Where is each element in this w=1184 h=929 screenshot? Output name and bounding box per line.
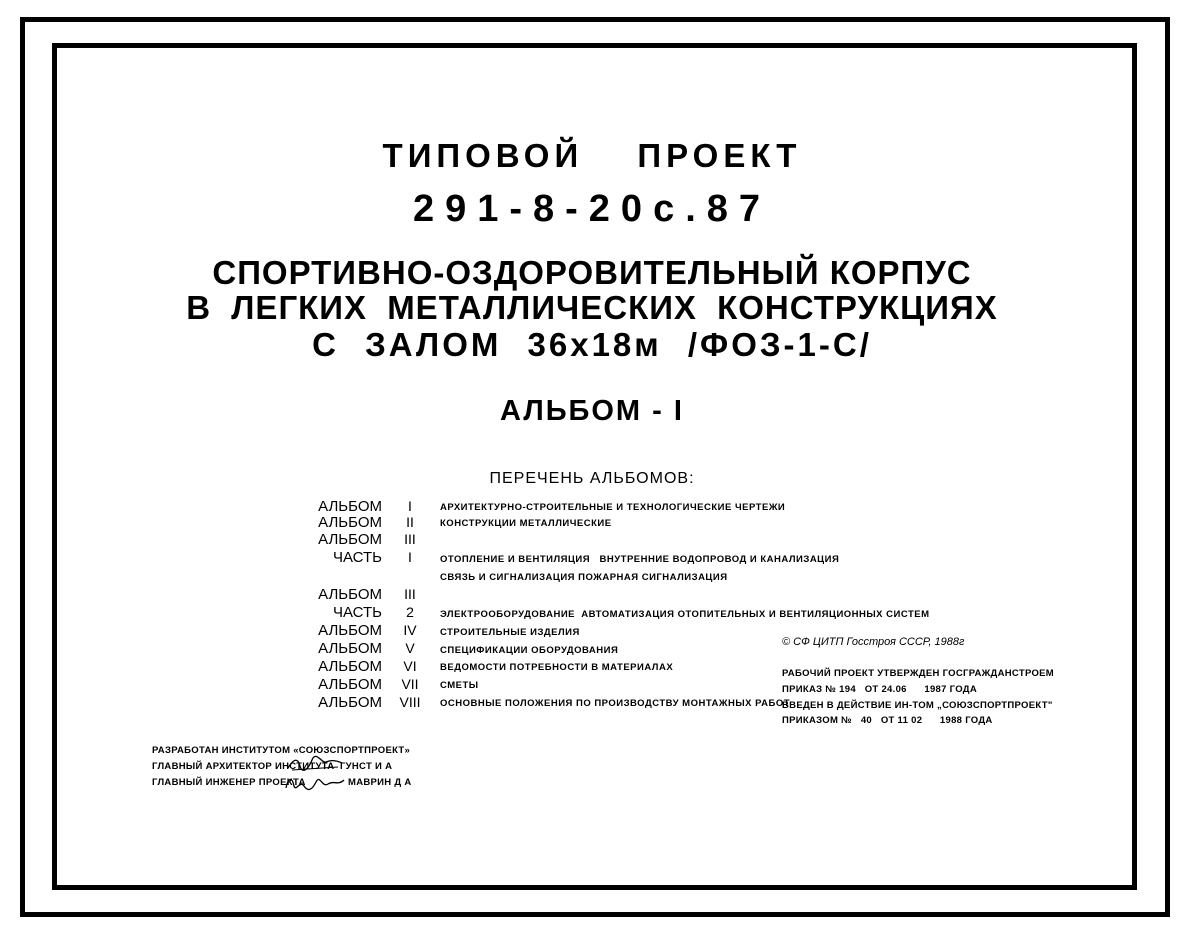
album-row-9-label: АЛЬБОМ xyxy=(318,640,382,657)
album-row-6-num: III xyxy=(404,586,416,602)
album-row-3-num: III xyxy=(404,531,416,547)
chief-engineer-role: ГЛАВНЫЙ ИНЖЕНЕР ПРОЕКТА xyxy=(152,777,306,788)
approval-line-2: ПРИКАЗ № 194 ОТ 24.06 1987 ГОДА xyxy=(782,684,978,695)
album-row-12-num: VIII xyxy=(399,694,421,710)
doc-type-title: ТИПОВОЙ ПРОЕКТ xyxy=(382,137,802,174)
album-row-2-desc: КОНСТРУКЦИИ МЕТАЛЛИЧЕСКИЕ xyxy=(440,518,612,529)
album-row-8-num: IV xyxy=(403,622,417,638)
album-row-9-desc: СПЕЦИФИКАЦИИ ОБОРУДОВАНИЯ xyxy=(440,645,619,656)
album-row-7-num: 2 xyxy=(406,604,414,620)
album-row-2-num: II xyxy=(406,514,414,530)
project-name-line-1: СПОРТИВНО-ОЗДОРОВИТЕЛЬНЫЙ КОРПУС xyxy=(212,254,972,291)
album-row-12-desc: ОСНОВНЫЕ ПОЛОЖЕНИЯ ПО ПРОИЗВОДСТВУ МОНТАЖНЫХ РАБОТ xyxy=(440,698,791,709)
chief-architect-role: ГЛАВНЫЙ АРХИТЕКТОР ИНСТИТУТА xyxy=(152,761,335,772)
album-row-10-label: АЛЬБОМ xyxy=(318,658,382,675)
album-row-7-label: ЧАСТЬ xyxy=(332,604,382,621)
album-row-4-label: ЧАСТЬ xyxy=(332,549,382,566)
album-row-11-label: АЛЬБОМ xyxy=(318,676,382,693)
album-row-8-desc: СТРОИТЕЛЬНЫЕ ИЗДЕЛИЯ xyxy=(440,627,580,638)
album-row-2-label: АЛЬБОМ xyxy=(318,514,382,531)
album-row-8-label: АЛЬБОМ xyxy=(318,622,382,639)
album-row-4-num: I xyxy=(408,549,412,565)
albums-list-title: ПЕРЕЧЕНЬ АЛЬБОМОВ: xyxy=(489,470,695,487)
approval-line-1: РАБОЧИЙ ПРОЕКТ УТВЕРЖДЕН ГОСГРАЖДАНСТРОЕМ xyxy=(782,668,1055,679)
album-row-1-desc: АРХИТЕКТУРНО-СТРОИТЕЛЬНЫЕ И ТЕХНОЛОГИЧЕСКИЕ ЧЕРТЕЖИ xyxy=(440,502,786,513)
album-row-3-label: АЛЬБОМ xyxy=(318,531,382,548)
engineer-signature xyxy=(282,772,348,794)
architect-signature xyxy=(284,754,344,774)
album-row-9-num: V xyxy=(405,640,415,656)
album-row-11-num: VII xyxy=(401,676,419,692)
album-row-10-num: VI xyxy=(403,658,417,674)
album-row-1-num: I xyxy=(408,498,412,514)
album-row-4-desc: ОТОПЛЕНИЕ И ВЕНТИЛЯЦИЯ ВНУТРЕННИЕ ВОДОПРОВОД И КАНАЛИЗАЦИЯ xyxy=(440,554,840,565)
project-name-line-2: В ЛЕГКИХ МЕТАЛЛИЧЕСКИХ КОНСТРУКЦИЯХ xyxy=(186,289,998,326)
album-row-1-label: АЛЬБОМ xyxy=(318,498,382,515)
album-row-12-label: АЛЬБОМ xyxy=(318,694,382,711)
copyright-note: © СФ ЦИТП Госстроя СССР, 1988г xyxy=(782,636,965,648)
album-row-7-desc: ЭЛЕКТРООБОРУДОВАНИЕ АВТОМАТИЗАЦИЯ ОТОПИТЕЛЬНЫХ И ВЕНТИЛЯЦИОННЫХ СИСТЕМ xyxy=(440,609,930,620)
album-row-10-desc: ВЕДОМОСТИ ПОТРЕБНОСТИ В МАТЕРИАЛАХ xyxy=(440,662,674,673)
project-name-line-3: С ЗАЛОМ 36х18м /ФОЗ-1-С/ xyxy=(312,326,872,363)
chief-engineer-name: МАВРИН Д А xyxy=(348,777,412,788)
approval-line-3: ВВЕДЕН В ДЕЙСТВИЕ ИН-ТОМ „СОЮЗСПОРТПРОЕКТ" xyxy=(782,700,1053,711)
album-row-11-desc: СМЕТЫ xyxy=(440,680,479,691)
developer-credit: РАЗРАБОТАН ИНСТИТУТОМ «СОЮЗСПОРТПРОЕКТ» xyxy=(152,745,411,756)
approval-line-4: ПРИКАЗОМ № 40 ОТ 11 02 1988 ГОДА xyxy=(782,715,993,726)
album-title: АЛЬБОМ - I xyxy=(500,395,684,427)
album-row-5-desc: СВЯЗЬ И СИГНАЛИЗАЦИЯ ПОЖАРНАЯ СИГНАЛИЗАЦИЯ xyxy=(440,572,728,583)
album-row-6-label: АЛЬБОМ xyxy=(318,586,382,603)
project-code: 291-8-20с.87 xyxy=(412,188,772,230)
chief-architect-name: ГУНСТ И А xyxy=(340,761,393,772)
